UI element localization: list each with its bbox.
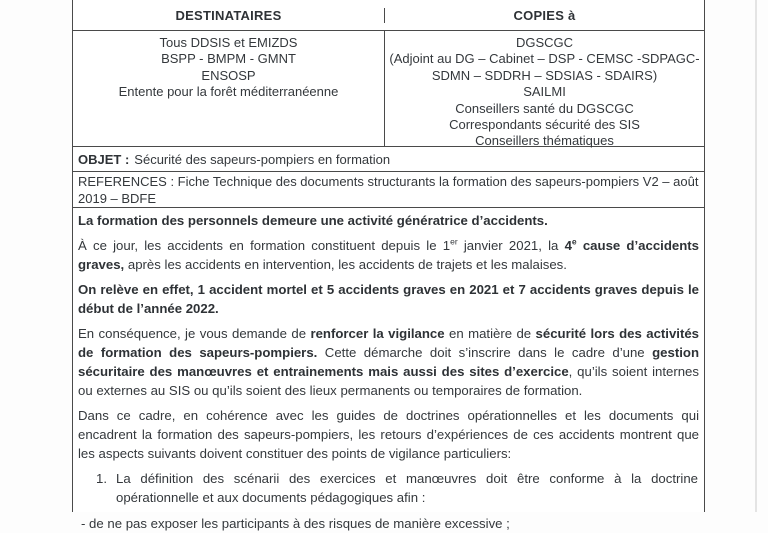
text-run: er [450, 236, 458, 247]
paragraph-bilan [78, 280, 699, 318]
cell-line: Conseillers santé du DGSCGC [455, 100, 634, 116]
cell-line: (Adjoint au DG – Cabinet – DSP - CEMSC -SDPAGC- [389, 51, 700, 67]
cell-line: Entente pour la forêt méditerranéenne [118, 84, 339, 100]
text-run: sécurité lors des activités de formation des sapeurs-pompiers. [78, 326, 700, 360]
text-run: cause d’accidents graves, [78, 238, 699, 272]
text-run: À ce jour, les accidents en formation constituent depuis le 1 [78, 238, 451, 253]
text-run: gestion sécuritaire des manœuvres et entrainements mais aussi des sites d’exercice [78, 345, 699, 379]
cell-line: Conseillers thématiques [475, 133, 614, 149]
document-body [73, 208, 704, 533]
objet-label: OBJET : [78, 151, 130, 167]
copies-list [385, 31, 704, 149]
cell-line: Correspondants sécurité des SIS [449, 117, 640, 133]
text-run: On relève en effet, 1 accident mortel et 5 accidents graves en 2021 et 7 accidents graves depuis le début de l’année 2022. [78, 282, 699, 316]
list-item-text [116, 469, 699, 507]
copies-header-cell: COPIES à [513, 7, 576, 23]
destinataires-header-cell: DESTINATAIRES [73, 8, 385, 23]
paragraph-intro [78, 211, 699, 230]
destinataires-list [73, 31, 385, 146]
text-run: En conséquence, je vous demande de [78, 326, 311, 341]
text-run: janvier 2021, la [457, 238, 565, 253]
paragraph-cadre [78, 406, 699, 463]
recipients-header-row [73, 0, 704, 31]
text-run: Cette démarche doit s’inscrire dans le cadre d’une [317, 345, 653, 360]
dash-sub-item: - de ne pas exposer les participants à des risques de manière excessive ; [81, 516, 510, 531]
text-run: e [571, 236, 577, 247]
list-item-number: 1. [96, 471, 107, 486]
paragraph-accidents [78, 236, 699, 274]
text-run: renforcer la vigilance [310, 326, 445, 341]
cell-line: ENSOSP [201, 67, 256, 83]
text-run: La formation des personnels demeure une activité génératrice d’accidents. [78, 213, 548, 228]
text-run: La définition des scénarii des exercices et manœuvres doit être conforme à la doctrine opérationnelle et aux documents pédagogiques afin : [116, 471, 698, 505]
text-run: en matière de [444, 326, 536, 341]
numbered-list-item-1 [78, 469, 699, 507]
objet-value: Sécurité des sapeurs-pompiers en formation [134, 151, 391, 167]
cell-line: BSPP - BMPM - GMNT [161, 51, 296, 67]
text-run: après les accidents en intervention, les accidents de trajets et les malaises. [124, 257, 567, 272]
text-run: Dans ce cadre, en cohérence avec les guides de doctrines opérationnelles et les documents qui encadrent la formation des sapeurs-pompiers, les retours d’expériences de ces accidents montrent que les aspects suivants doivent constituer des points de vigilance particuliers: [78, 408, 699, 461]
objet-row [73, 147, 704, 172]
scanned-document-frame [72, 0, 705, 531]
cell-line: DGSCGC [515, 35, 574, 50]
references-row: REFERENCES : Fiche Technique des documents structurants la formation des sapeurs-pompiers V2 – août 2019 – BDFE [73, 172, 704, 208]
text-run: 4 [564, 238, 572, 253]
paragraph-consigne [78, 324, 699, 400]
page-edge [755, 0, 757, 512]
cell-line: SDMN – SDDRH – SDSIAS - SDAIRS) [431, 67, 658, 83]
cell-line: SAILMI [523, 84, 566, 100]
recipients-content-row [73, 31, 704, 147]
text-run: , qu’ils soient internes ou externes au SIS ou qu’ils soient des lieux permanents ou temporaires de formation. [78, 364, 699, 398]
cell-line: Tous DDSIS et EMIZDS [159, 35, 298, 50]
